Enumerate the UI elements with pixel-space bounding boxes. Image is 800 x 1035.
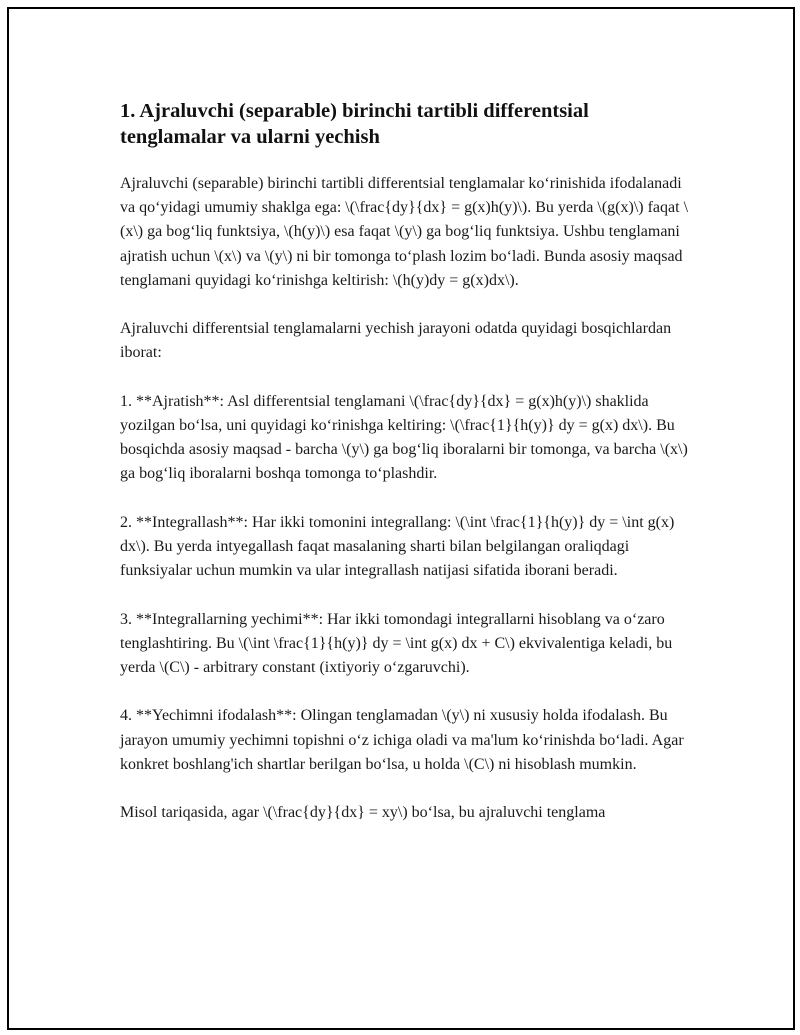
section-heading: 1. Ajraluvchi (separable) birinchi tartibli differentsial tenglamalar va ularni yechish — [120, 100, 589, 148]
paragraph-example: Misol tariqasida, agar \(\frac{dy}{dx} = xy\) bo‘lsa, bu ajraluvchi tenglama — [120, 804, 606, 822]
paragraph-step-2-integration: 2. **Integrallash**: Har ikki tomonini integrallang: \(\int \frac{1}{h(y)} dy = \int g(x) dx\). Bu yerda intyegallash faqat masalaning sharti bilan belgilangan oraliqdagi funksiyalar uchun mumkin va ular integrallash natijasi sifatida iborani beradi. — [120, 513, 675, 580]
paragraph-step-4-express-solution: 4. **Yechimni ifodalash**: Olingan tenglamadan \(y\) ni xususiy holda ifodalash. Bu jarayon umumiy yechimni topishni o‘z ichiga oladi va ma'lum ko‘rinishda bo‘ladi. Agar konkret boshlang'ich shartlar berilgan bo‘lsa, u holda \(C\) ni hisoblash mumkin. — [120, 707, 684, 773]
paragraph-definition: Ajraluvchi (separable) birinchi tartibli differentsial tenglamalar ko‘rinishida ifodalanadi va qo‘yidagi umumiy shaklga ega: \(\frac{dy}{dx} = g(x)h(y)\). Bu yerda \(g(x)\) faqat \(x\) ga bog‘liq funktsiya, \(h(y)\) esa faqat \(y\) ga bog‘liq funktsiya. Ushbu tenglamani ajratish uchun \(x\) va \(y\) ni bir tomonga to‘plash lozim bo‘ladi. Bunda asosiy maqsad tenglamani quyidagi ko‘rinishga keltirish: \(h(y)dy = g(x)dx\). — [120, 175, 689, 289]
paragraph-steps-intro: Ajraluvchi differentsial tenglamalarni yechish jarayoni odatda quyidagi bosqichlardan iborat: — [120, 320, 672, 362]
paragraph-step-1-separation: 1. **Ajratish**: Asl differentsial tenglamani \(\frac{dy}{dx} = g(x)h(y)\) shaklida yozilgan bo‘lsa, uni quyidagi ko‘rinishga keltiring: \(\frac{1}{h(y)} dy = g(x) dx\). Bu bosqichda asosiy maqsad - barcha \(y\) ga bog‘liq iboralarni bir tomonga, va barcha \(x\) ga bog‘liq iboralarni boshqa tomonga to‘plashdir. — [120, 392, 688, 483]
document-body — [120, 98, 695, 825]
paragraph-step-3-integral-solution: 3. **Integrallarning yechimi**: Har ikki tomondagi integrallarni hisoblang va o‘zaro tenglashtiring. Bu \(\int \frac{1}{h(y)} dy = \int g(x) dx + C\) ekvivalentiga keladi, bu yerda \(C\) - arbitrary constant (ixtiyoriy o‘zgaruvchi). — [120, 610, 673, 676]
page-frame — [7, 7, 795, 1030]
